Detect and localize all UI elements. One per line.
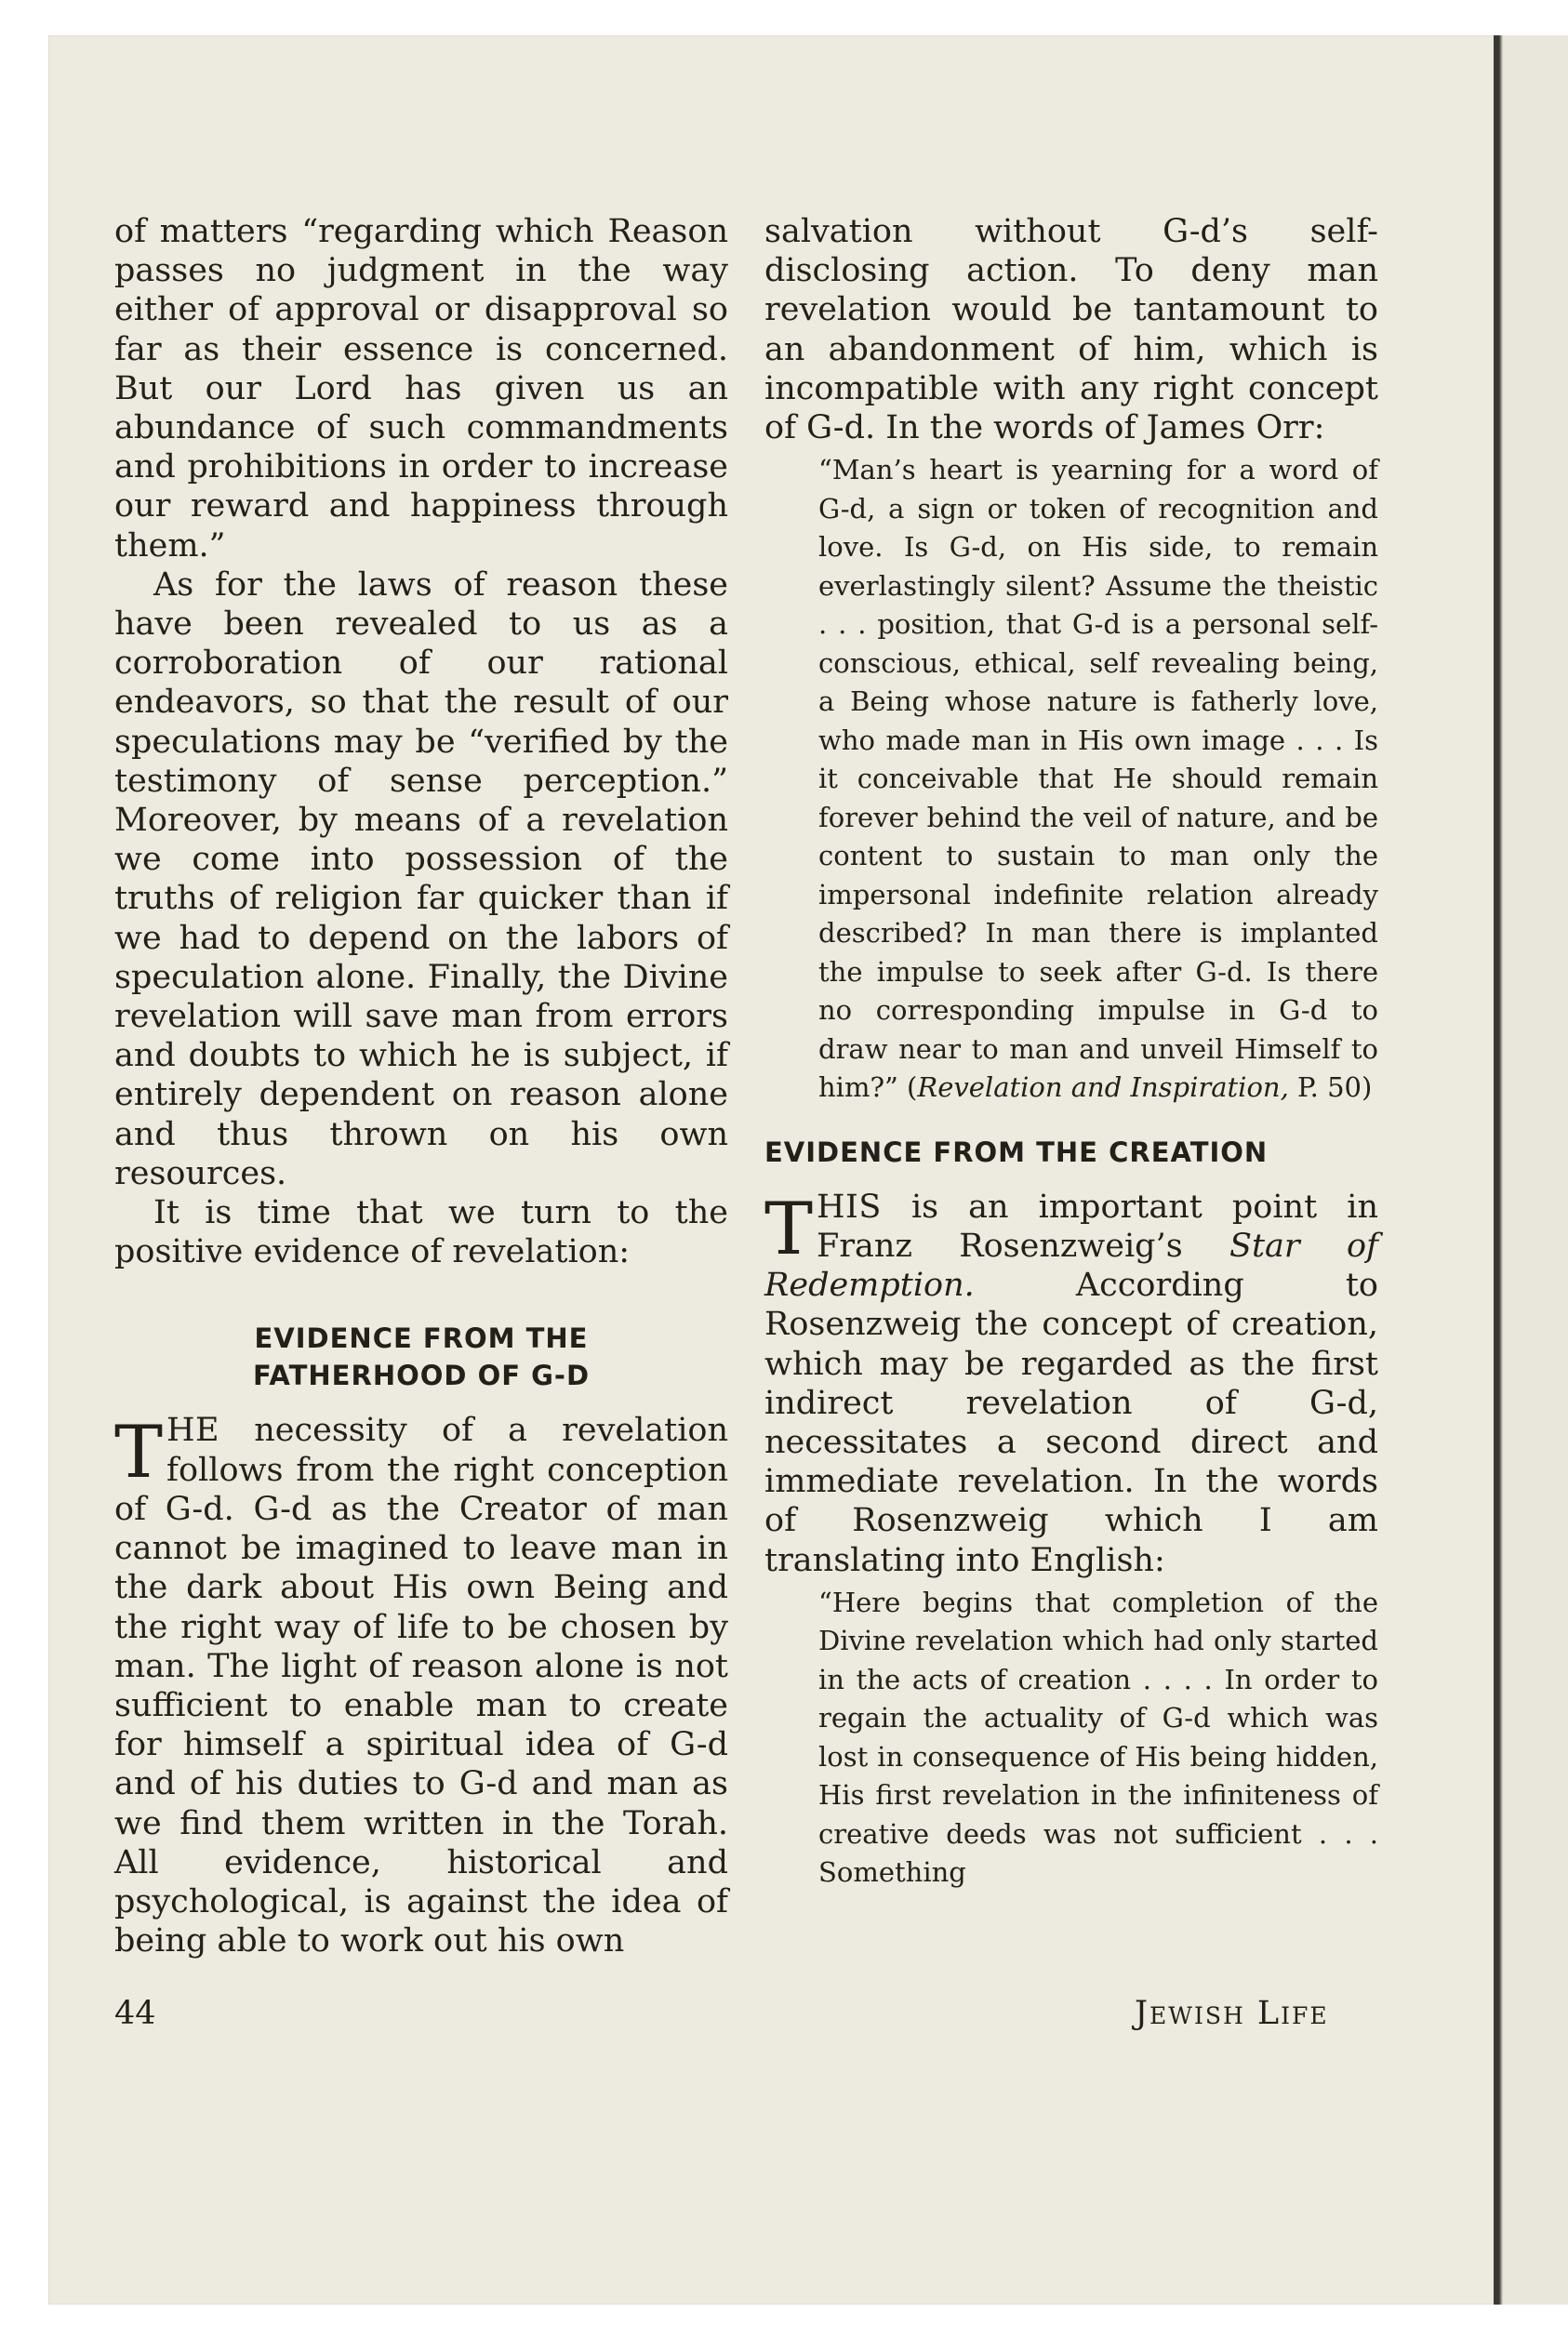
drop-cap: T <box>764 1187 814 1271</box>
adjacent-page-edge <box>1494 35 1568 2305</box>
section-heading-fatherhood <box>114 1320 728 1394</box>
page-number: 44 <box>114 1995 156 2032</box>
paragraph-body: necessity of a revelation follows from the right conception of G-d. G-d as the Creator of man cannot be imagined to leave man in the dark about His own Being and the right way of life to be chosen by man. The light of reason alone is not sufficient to enable man to create for himself a spiritual idea of G-d and of his duties to G-d and man as we find them written in the Torah. All evidence, historical and psychological, is against the idea of being able to work out his own <box>114 1412 728 1960</box>
left-paragraph-4 <box>114 1411 728 1960</box>
magazine-title: Jewish Life <box>1135 1995 1329 2032</box>
left-column <box>114 212 728 1960</box>
paragraph-body-a: is an important point in Franz Rosenzweig’s <box>817 1188 1378 1265</box>
left-paragraph-1: of matters “regarding which Reason passes no judgment in the way either of approval or disapproval so far as their essence is concerned. But our Lord has given us an abundance of such commandments and prohibitions in order to increase our reward and happiness through them.” <box>114 213 728 565</box>
left-paragraph-3: It is time that we turn to the positive evidence of revelation: <box>114 1194 728 1271</box>
lead-word: HE <box>166 1412 220 1450</box>
left-paragraph-2: As for the laws of reason these have been revealed to us as a corroboration of our rational endeavors, so that the result of our speculations may be “verified by the testimony of sense perception.” Moreover, by means of a revelation we come into possession of the truths of religion far quicker than if we had to depend on the labors of speculation alone. Finally, the Divine revelation will save man from errors and doubts to which he is subject, if entirely dependent on reason alone and thus thrown on his own resources. <box>114 565 728 1192</box>
citation-page: P. 50) <box>1288 1071 1373 1104</box>
book-title: Star of Redemption. <box>764 1227 1378 1305</box>
section-heading-creation: EVIDENCE FROM THE CREATION <box>764 1136 1269 1168</box>
citation-title: Revelation and Inspiration, <box>917 1071 1289 1104</box>
citation-open: ( <box>897 1071 918 1104</box>
drop-cap: T <box>114 1411 164 1495</box>
paragraph-body-b: According to Rosenzweig the concept of creation, which may be regarded as the first indirect revelation of G-d, necessitates a second direct and immediate revelation. In the words of Rosenzweig which I am translating into English: <box>764 1267 1378 1579</box>
block-quote-rosenzweig: “Here begins that completion of the Divine revelation which had only started in the acts of creation . . . . In order to regain the actuality of G-d which was lost in consequence of His being hidden, His first revelation in the infiniteness of creative deeds was not sufficient . . . Something <box>818 1586 1378 1889</box>
right-column <box>764 212 1378 1893</box>
right-paragraph-1: salvation without G-d’s self-disclosing action. To deny man revelation would be tantamount to an abandonment of him, which is incompatible with any right concept of G-d. In the words of James Orr: <box>764 213 1378 447</box>
block-quote-orr <box>818 451 1378 1108</box>
lead-word: HIS <box>817 1188 882 1226</box>
right-paragraph-2 <box>764 1188 1378 1580</box>
quote-text: “Man’s heart is yearning for a word of G-d, a sign or token of recognition and love. Is G-d, on His side, to remain everlastingly silent? Assume the theistic . . . position, that G-d is a personal self-conscious, ethical, self revealing being, a Being whose nature is fatherly love, who made man in His own image . . . Is it conceivable that He should remain forever behind the veil of nature, and be content to sustain to man only the impersonal indefinite relation already described? In man there is implanted the impulse to seek after G-d. Is there no corresponding impulse in G-d to draw near to man and unveil Himself to him?” <box>818 454 1378 1104</box>
heading-line-1: EVIDENCE FROM THE <box>254 1322 589 1355</box>
heading-line-2: FATHERHOOD OF G-D <box>252 1360 591 1392</box>
